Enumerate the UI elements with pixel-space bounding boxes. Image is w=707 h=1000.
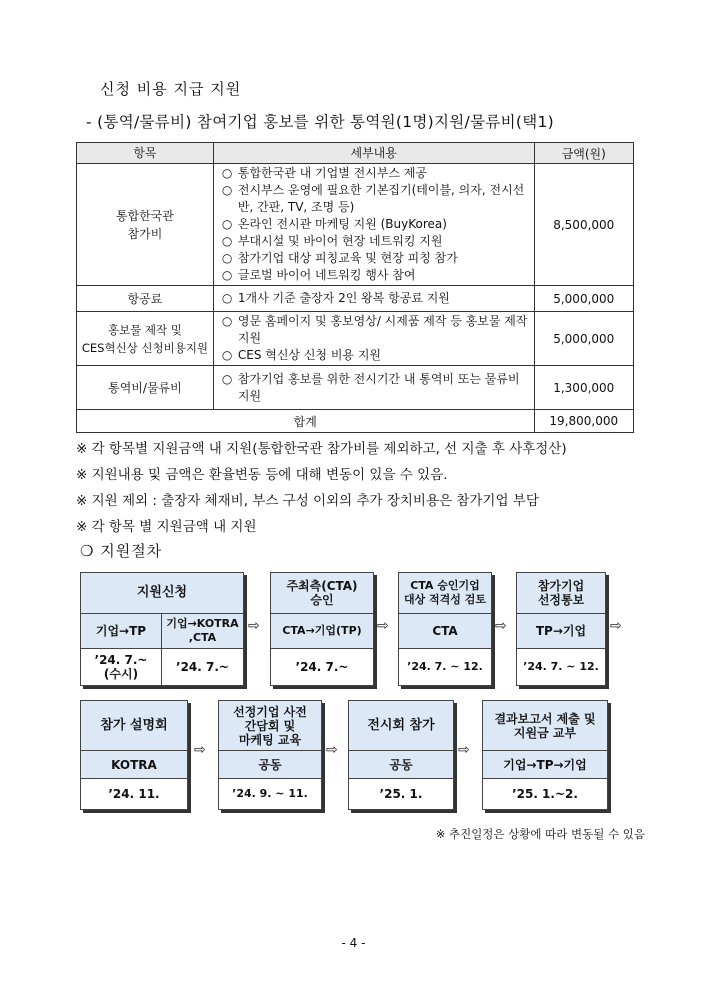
step-date: ’24. 7.~ (수시) <box>81 649 162 685</box>
step-date: ’24. 7.~ <box>176 660 229 674</box>
total-amount: 19,800,000 <box>534 410 633 433</box>
step-meeting <box>218 700 322 810</box>
note: ※ 각 항목별 지원금액 내 지원(통합한국관 참가비를 제외하고, 선 지출 후 사후정산) <box>76 441 567 457</box>
row-item: 통역비/물류비 <box>77 366 214 410</box>
step-date: ’24. 7.~ <box>295 660 349 674</box>
step-actor: 기업→KOTRA ,CTA <box>162 614 243 649</box>
step-review <box>398 572 492 686</box>
procedure-heading: ❍ 지원절차 <box>80 542 163 560</box>
arrow-right-icon: ⇨ <box>248 618 260 634</box>
step-report <box>482 700 608 810</box>
row-item: 항공료 <box>77 286 214 312</box>
step-date: ’24. 9. ~ 11. <box>232 787 308 800</box>
arrow-right-icon: ⇨ <box>458 742 470 758</box>
table-header-row <box>77 143 634 164</box>
table-row <box>77 312 634 366</box>
step-actor: TP→기업 <box>517 614 605 649</box>
note: ※ 각 항목 별 지원금액 내 지원 <box>76 519 257 535</box>
step-title: 참가 설명회 <box>81 701 187 751</box>
step-title: 결과보고서 제출 및 지원금 교부 <box>483 701 607 751</box>
subheading: - (통역/물류비) 참여기업 홍보를 위한 통역원(1명)지원/물류비(택1) <box>86 113 555 131</box>
step-date: ’24. 11. <box>108 787 160 801</box>
total-label: 합계 <box>77 410 535 433</box>
step-title: 지원신청 <box>81 573 243 614</box>
table-row <box>77 366 634 410</box>
step-date: ’25. 1.~2. <box>512 787 578 801</box>
header-item: 항목 <box>77 143 214 164</box>
row-amount: 5,000,000 <box>534 286 633 312</box>
note: ※ 지원내용 및 금액은 환율변동 등에 대해 변동이 있을 수 있음. <box>76 467 448 483</box>
total-row <box>77 410 634 433</box>
row-details: ○ 참가기업 홍보를 위한 전시기간 내 통역비 또는 물류비 지원 <box>213 366 534 410</box>
step-actor: CTA <box>399 614 491 649</box>
step-exhibit <box>348 700 454 810</box>
header-amount: 금액(원) <box>534 143 633 164</box>
step-title: 참가기업 선정통보 <box>517 573 605 614</box>
row-details: ○ 1개사 기준 출장자 2인 왕복 항공료 지원 <box>213 286 534 312</box>
step-title: CTA 승인기업 대상 적격성 검토 <box>399 573 491 614</box>
row-amount: 5,000,000 <box>534 312 633 366</box>
header-details: 세부내용 <box>213 143 534 164</box>
step-title: 선정기업 사전 간담회 및 마케팅 교육 <box>219 701 321 751</box>
step-apply <box>80 572 244 686</box>
arrow-right-icon: ⇨ <box>495 618 507 634</box>
step-date: ’25. 1. <box>379 787 423 801</box>
arrow-right-icon: ⇨ <box>326 742 338 758</box>
arrow-right-icon: ⇨ <box>377 618 389 634</box>
notes <box>76 436 567 540</box>
step-actor: 기업→TP <box>81 614 162 649</box>
step-approval <box>270 572 374 686</box>
row-amount: 8,500,000 <box>534 164 633 286</box>
step-actor: 기업→TP→기업 <box>483 751 607 779</box>
row-amount: 1,300,000 <box>534 366 633 410</box>
step-date: ’24. 7. ~ 12. <box>523 660 599 673</box>
table-row <box>77 164 634 286</box>
step-title: 전시회 참가 <box>349 701 453 751</box>
arrow-right-icon: ⇨ <box>194 742 206 758</box>
step-actor: CTA→기업(TP) <box>271 614 373 649</box>
cost-table <box>76 142 634 433</box>
step-date: ’24. 7. ~ 12. <box>407 660 483 673</box>
step-title: 주최측(CTA) 승인 <box>271 573 373 614</box>
step-actor: KOTRA <box>81 751 187 779</box>
footnote: ※ 추진일정은 상황에 따라 변동될 수 있음 <box>435 827 645 841</box>
row-details: ○ 영문 홈페이지 및 홍보영상/ 시제품 제작 등 홍보물 제작지원 ○ CES 혁신상 신청 비용 지원 <box>213 312 534 366</box>
arrow-right-icon: ⇨ <box>610 618 622 634</box>
step-actor: 공동 <box>219 751 321 779</box>
step-notify <box>516 572 606 686</box>
step-briefing <box>80 700 188 810</box>
page-number: - 4 - <box>341 936 366 950</box>
table-row <box>77 286 634 312</box>
step-actor: 공동 <box>349 751 453 779</box>
section-heading: 신청 비용 지급 지원 <box>100 80 242 98</box>
row-details: ○ 통합한국관 내 기업별 전시부스 제공 ○ 전시부스 운영에 필요한 기본집기(테이블, 의자, 전시선반, 간판, TV, 조명 등) ○ 온라인 전시관 마케팅 지원 (BuyKorea) ○ 부대시설 및 바이어 현장 네트워킹 지원 ○ 참가기업 대상 피칭교육 및 현장 피칭 참가 ○ 글로벌 바이어 네트워킹 행사 참여 <box>213 164 534 286</box>
row-item: 홍보물 제작 및 CES혁신상 신청비용지원 <box>77 312 214 366</box>
row-item: 통합한국관 참가비 <box>77 164 214 286</box>
note: ※ 지원 제외 : 출장자 체재비, 부스 구성 이외의 추가 장치비용은 참가기업 부담 <box>76 493 539 509</box>
